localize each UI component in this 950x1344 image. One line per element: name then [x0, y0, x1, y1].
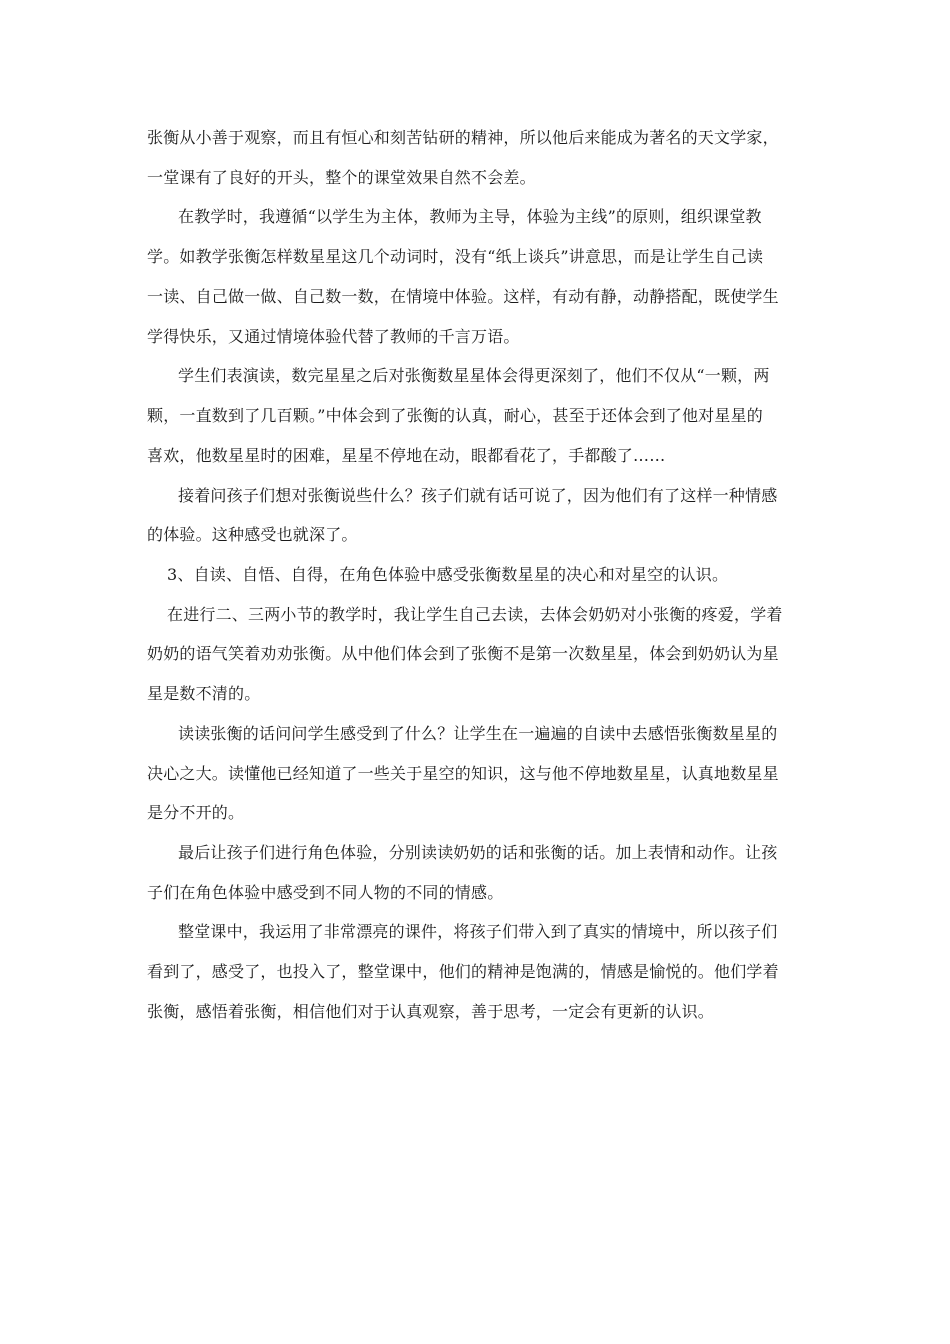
text-line: 学生们表演读，数完星星之后对张衡数星星体会得更深刻了，他们不仅从“一颗，两: [178, 366, 770, 385]
text-line: 喜欢，他数星星时的困难，星星不停地在动，眼都看花了，手都酸了……: [147, 446, 666, 465]
text-line: 读读张衡的话问问学生感受到了什么？让学生在一遍遍的自读中去感悟张衡数星星的: [178, 724, 778, 743]
text-line: 颗，一直数到了几百颗。”中体会到了张衡的认真，耐心，甚至于还体会到了他对星星的: [147, 406, 763, 425]
text-line: 在进行二、三两小节的教学时，我让学生自己去读，去体会奶奶对小张衡的疼爱，学着: [167, 605, 783, 624]
text-line: 张衡，感悟着张衡，相信他们对于认真观察，善于思考，一定会有更新的认识。: [147, 1002, 715, 1021]
text-line: 是分不开的。: [147, 803, 245, 822]
section-heading: 3、自读、自悟、自得，在角色体验中感受张衡数星星的决心和对星空的认识。: [167, 565, 729, 584]
text-line: 奶奶的语气笑着劝劝张衡。从中他们体会到了张衡不是第一次数星星，体会到奶奶认为星: [147, 644, 779, 663]
text-line: 在教学时，我遵循“以学生为主体，教师为主导，体验为主线”的原则，组织课堂教: [178, 207, 762, 226]
text-line: 子们在角色体验中感受到不同人物的不同的情感。: [147, 883, 504, 902]
text-line: 学。如教学张衡怎样数星星这几个动词时，没有“纸上谈兵”讲意思，而是让学生自己读: [147, 247, 764, 266]
text-line: 的体验。这种感受也就深了。: [147, 525, 358, 544]
text-line: 一读、自己做一做、自己数一数，在情境中体验。这样，有动有静，动静搭配，既使学生: [147, 287, 779, 306]
text-line: 整堂课中，我运用了非常漂亮的课件，将孩子们带入到了真实的情境中，所以孩子们: [178, 922, 778, 941]
text-line: 学得快乐，又通过情境体验代替了教师的千言万语。: [147, 327, 520, 346]
text-line: 最后让孩子们进行角色体验，分别读读奶奶的话和张衡的话。加上表情和动作。让孩: [178, 843, 778, 862]
text-line: 接着问孩子们想对张衡说些什么？孩子们就有话可说了，因为他们有了这样一种情感: [178, 486, 778, 505]
text-line: 张衡从小善于观察，而且有恒心和刻苦钻研的精神，所以他后来能成为著名的天文学家，: [147, 128, 779, 147]
text-line: 看到了，感受了，也投入了，整堂课中，他们的精神是饱满的，情感是愉悦的。他们学着: [147, 962, 779, 981]
text-line: 一堂课有了良好的开头，整个的课堂效果自然不会差。: [147, 168, 536, 187]
text-line: 决心之大。读懂他已经知道了一些关于星空的知识，这与他不停地数星星，认真地数星星: [147, 764, 779, 783]
text-line: 星是数不清的。: [147, 684, 261, 703]
